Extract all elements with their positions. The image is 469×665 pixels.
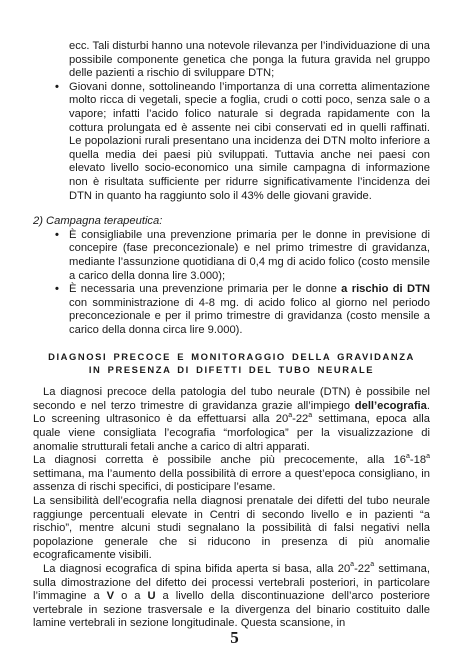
- emphasis-text: dell’ecografia: [354, 399, 427, 412]
- section-heading: [33, 351, 430, 376]
- body-paragraph: [33, 454, 430, 495]
- body-paragraph: [33, 386, 430, 454]
- paragraph-text: -18: [409, 454, 427, 467]
- bullet-icon: •: [55, 80, 59, 93]
- paragraph-text: -22: [292, 413, 309, 426]
- bullet-text-emphasis: a rischio di DTN: [341, 283, 430, 296]
- heading-line-2: IN PRESENZA DI DIFETTI DEL TUBO NEURALE: [88, 363, 375, 375]
- bullet-icon: •: [55, 228, 59, 241]
- bullet-text: Giovani donne, sottolineando l’importanza di una corretta alimentazione molto ricca di vegetali, specie a foglia, crudi o cotti poco, senza sale o a vapore; infatti l’acido folico naturale si degrada rapidamente con la cottura prolungata ed è assente nei cibi conservati ed in quelli raffinati. Le popolazioni rurali presentano una incidenza dei DTN molto inferiore a quella media dei paesi più sviluppati. Tuttavia anche nei paesi con elevato livello socio-economico una simile campagna di informazione non è risultata sufficiente per ridurre significativamente l’incidenza dei DTN in quanto ha raggiunto solo il 43% delle giovani gravide.: [69, 80, 430, 202]
- paragraph-text: a livello della discontinuazione dell’arco posteriore vertebrale in sezione trasversale e la divergenza del binario costituito dalle lamine vertebrali in sezione longitudinale. Questa scansione, in: [33, 590, 430, 630]
- emphasis-text: U: [147, 590, 156, 603]
- ordinal-superscript: a: [370, 561, 375, 569]
- bullet-text: È consigliabile una prevenzione primaria per le donne in previsione di concepire (fase preconcezionale) e nel primo trimestre di gravidanza, mediante l’assunzione quotidiana di 0,4 mg di acido folico (costo mensile a carico della donna lire 3.000);: [69, 228, 430, 282]
- list-item: [33, 81, 430, 203]
- page-number: 5: [230, 628, 239, 647]
- ordinal-superscript: a: [426, 452, 430, 460]
- paragraph-text: -22: [354, 563, 371, 575]
- paragraph-text: o a: [114, 590, 148, 603]
- emphasis-text: V: [106, 590, 115, 603]
- bullet-text-end: con somministrazione di 4-8 mg. di acido folico al giorno nel periodo preconcezionale e per il primo trimestre di gravidanza (costo mensile a carico della donna circa lire 9.000).: [69, 296, 430, 336]
- section-label: 2) Campagna terapeutica:: [33, 215, 163, 228]
- body-paragraph: La sensibilità dell’ecografia nella diagnosi prenatale dei difetti del tubo neurale raggiunge percentuali elevate in Centri di secondo livello e in pazienti “a rischio”, mentre alcuni studi segnalano la possibilità di falsi negativi nella popolazione generale che si riducono in presenza di più anomalie ecograficamente visibili.: [33, 495, 430, 562]
- document-page: [33, 40, 430, 631]
- ordinal-superscript: a: [406, 452, 410, 460]
- body-paragraph: [33, 563, 430, 631]
- ordinal-superscript: a: [308, 411, 313, 419]
- paragraph-text: settimana, epoca alla quale viene consigliata l’ecografia “morfologica” per la visualizzazione di anomalie strutturali fetali anche a carico di altri apparati.: [33, 413, 430, 453]
- heading-line-1: DIAGNOSI PRECOCE E MONITORAGGIO DELLA GRAVIDANZA: [48, 351, 415, 363]
- paragraph-text: La diagnosi corretta è possibile anche più precocemente, alla 16: [33, 454, 407, 467]
- paragraph-text: La diagnosi precoce della patologia del tubo neurale (DTN) è possibile nel secondo e nel terzo trimestre di gravidanza grazie all’impiego: [33, 386, 430, 412]
- list-item: [33, 229, 430, 283]
- paragraph-text: La diagnosi ecografica di spina bifida aperta si basa, alla 20: [43, 563, 351, 575]
- ordinal-superscript: a: [350, 561, 355, 569]
- paragraph-text: settimana, sulla dimostrazione del difetto dei processi vertebrali posteriori, in particolare l’immagine a: [33, 563, 430, 603]
- paragraph-text: . Lo screening ultrasonico è da effettuarsi alla 20: [33, 399, 430, 426]
- bullet-text-start: È necessaria una prevenzione primaria per le donne: [69, 283, 342, 296]
- bullet-icon: •: [55, 283, 59, 296]
- ordinal-superscript: a: [288, 411, 293, 419]
- intro-paragraph: ecc. Tali disturbi hanno una notevole rilevanza per l’individuazione di una possibile componente genetica che ponga la futura gravida nel gruppo delle pazienti a rischio di sviluppare DTN;: [69, 40, 430, 80]
- list-item: [33, 283, 430, 337]
- paragraph-text: settimana, ma l’aumento della possibilità di errore a quest’epoca consigliano, in assenza di rischi specifici, di posticipare l’esame.: [33, 467, 430, 494]
